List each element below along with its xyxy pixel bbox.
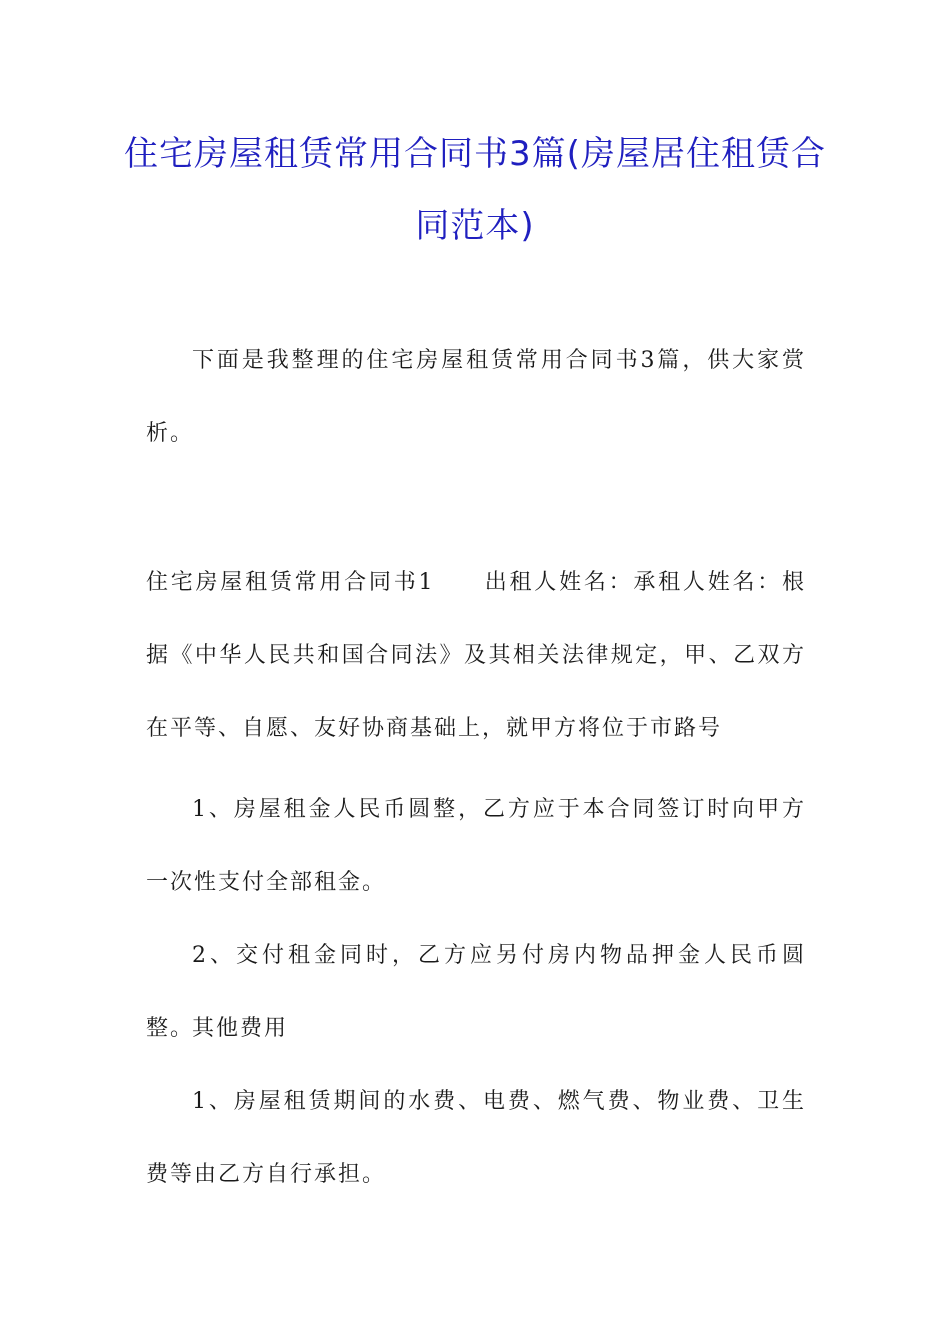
contract-1-opening-paragraph: 住宅房屋租赁常用合同书1 出租人姓名：承租人姓名：根据《中华人民共和国合同法》及其相关法律规定，甲、乙双方在平等、自愿、友好协商基础上，就甲方将位于市路号 — [146, 570, 806, 741]
fees-item-1-paragraph: 1、房屋租赁期间的水费、电费、燃气费、物业费、卫生费等由乙方自行承担。 — [146, 1089, 806, 1187]
intro-paragraph: 下面是我整理的住宅房屋租赁常用合同书3篇，供大家赏析。 — [146, 348, 806, 446]
rent-item-1-paragraph: 1、房屋租金人民币圆整，乙方应于本合同签订时向甲方一次性支付全部租金。 — [146, 797, 806, 895]
other-fees-heading: 其他费用 — [192, 1016, 289, 1041]
rent-item-2-paragraph: 2、交付租金同时，乙方应另付房内物品押金人民币圆整。 — [146, 943, 806, 1041]
document-title: 住宅房屋租赁常用合同书3篇(房屋居住租赁合同范本) — [124, 134, 826, 246]
